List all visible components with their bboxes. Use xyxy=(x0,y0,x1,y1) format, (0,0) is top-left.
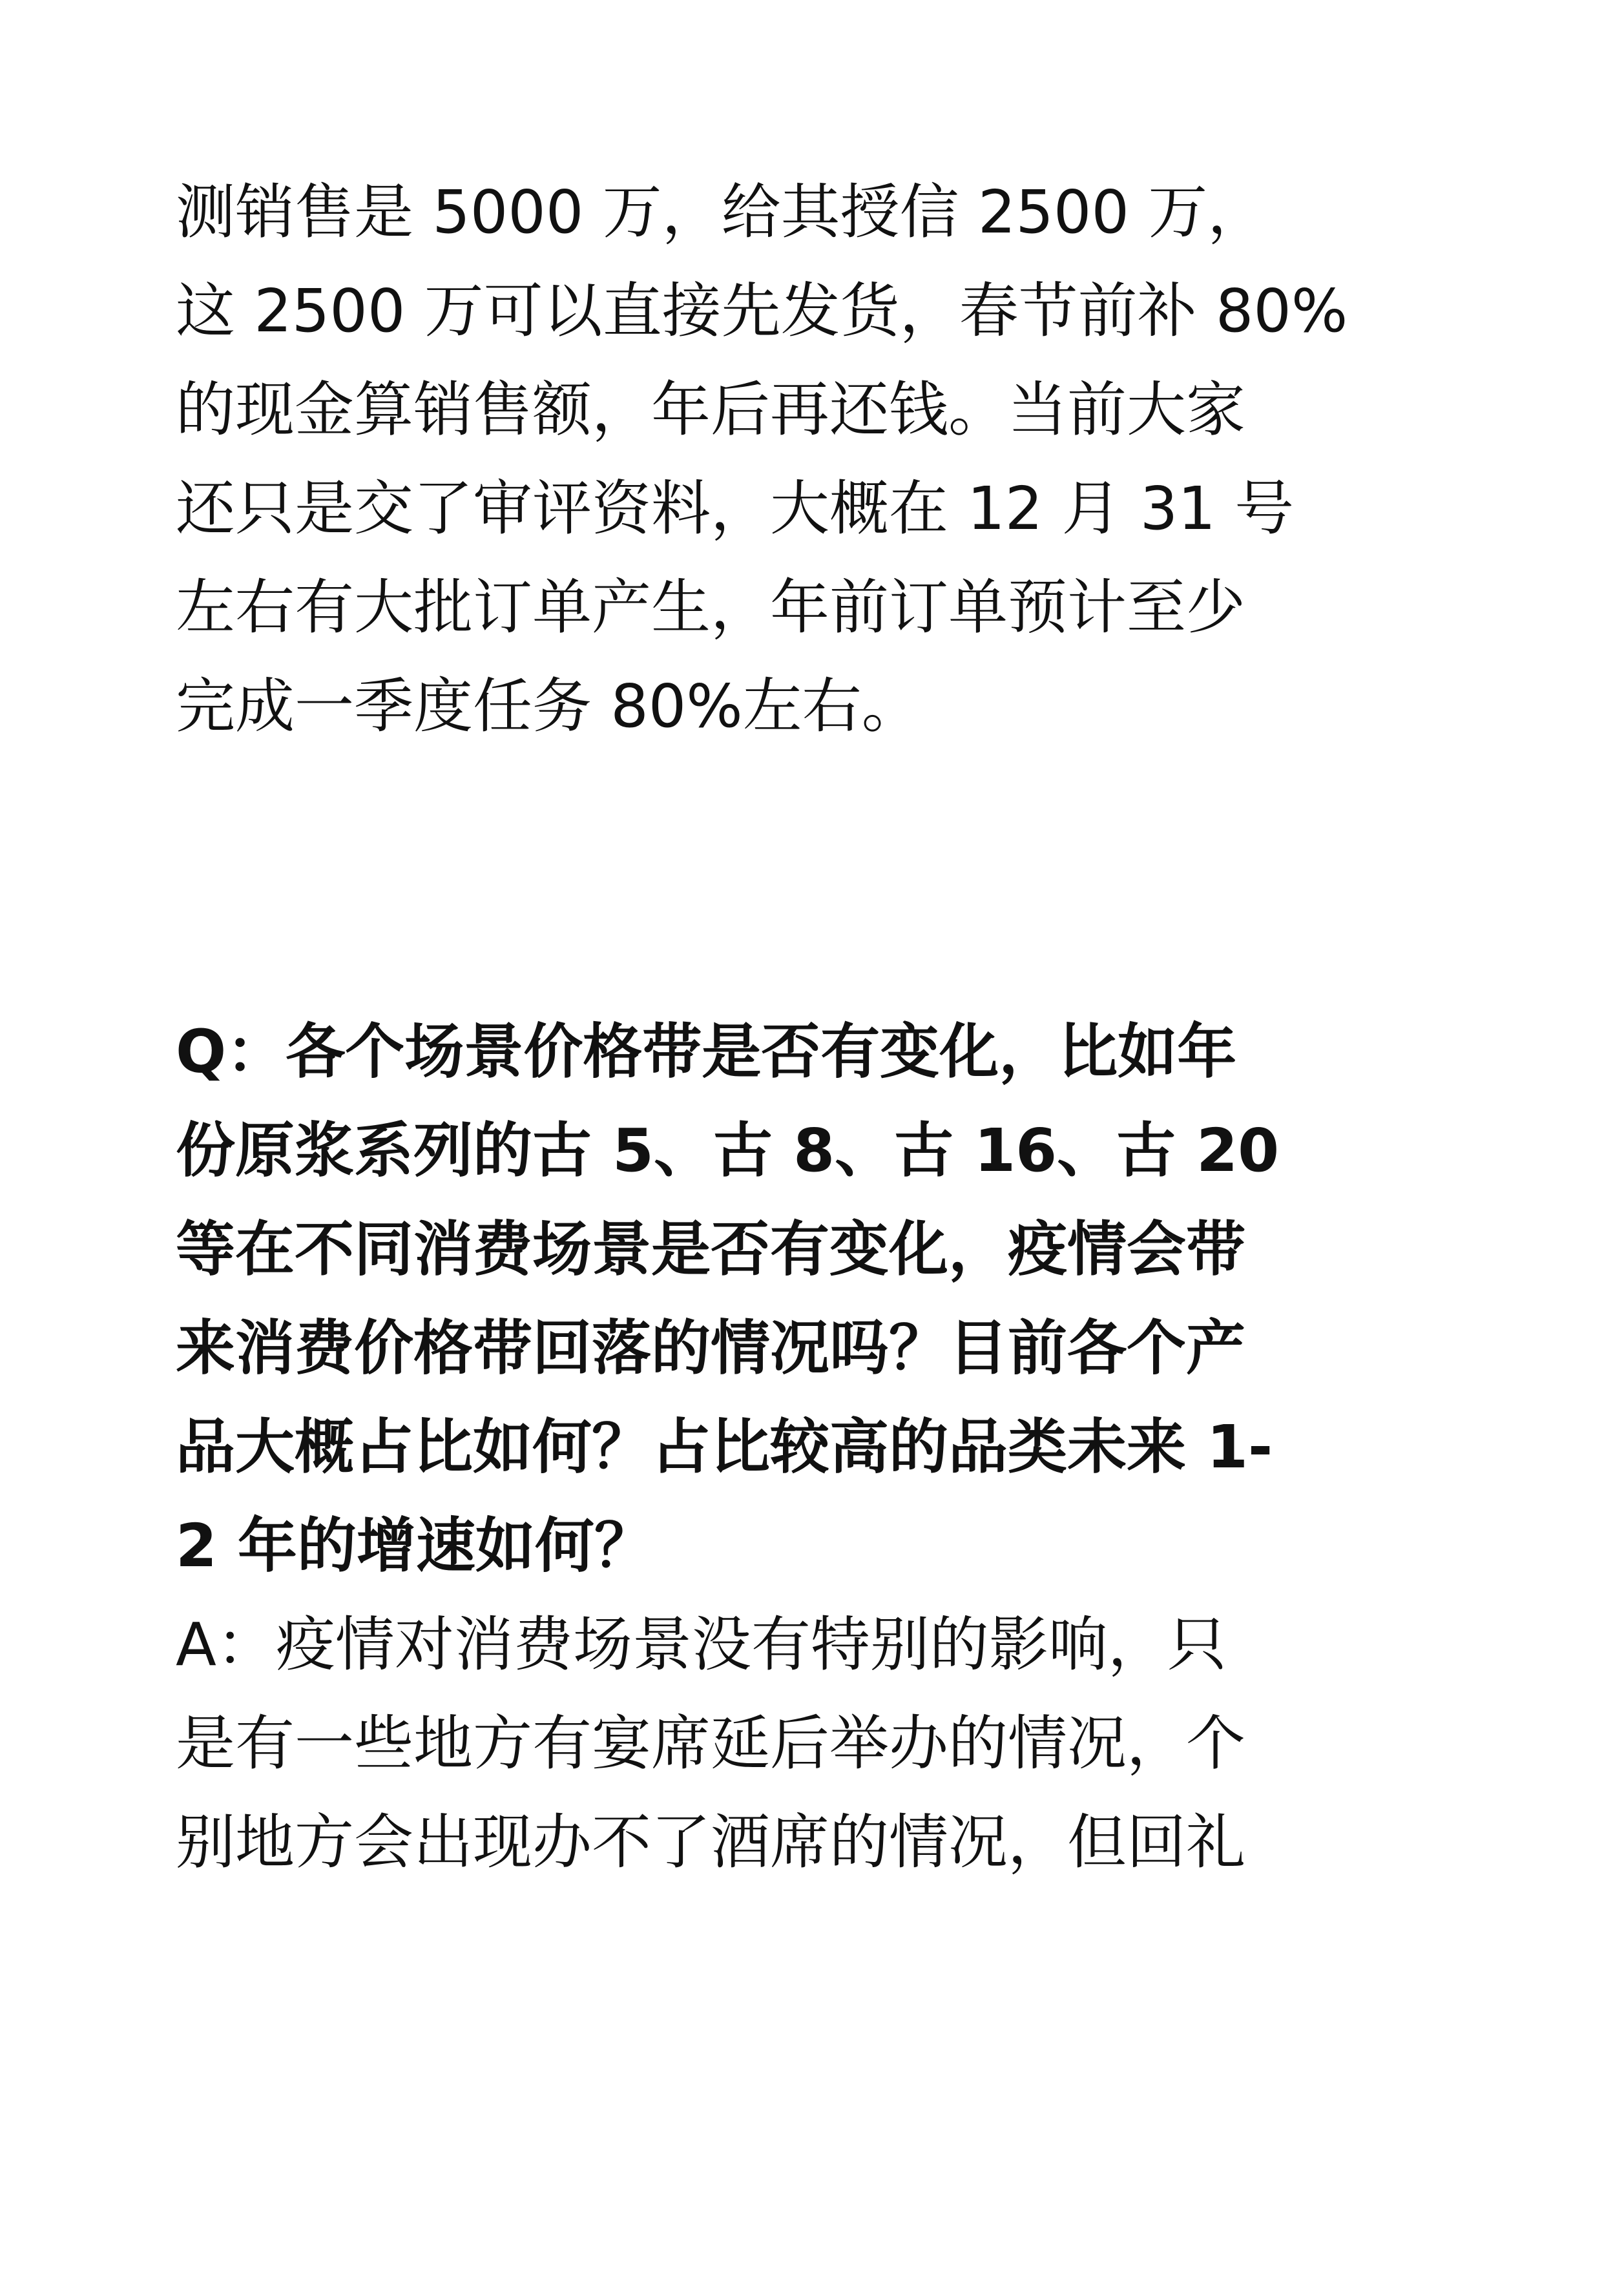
question-line: 品大概占比如何？占比较高的品类未来 1- xyxy=(176,1412,1273,1482)
question-line: 等在不同消费场景是否有变化，疫情会带 xyxy=(176,1215,1246,1284)
question-line: Q：各个场景价格带是否有变化，比如年 xyxy=(176,1017,1237,1086)
question-line: 2 年的增速如何？ xyxy=(176,1511,654,1580)
text-line: 左右有大批订单产生，年前订单预计至少 xyxy=(176,573,1246,642)
text-line: 这 2500 万可以直接先发货，春节前补 80% xyxy=(176,276,1348,346)
question-line: 来消费价格带回落的情况吗？目前各个产 xyxy=(176,1314,1246,1383)
answer-line: 别地方会出现办不了酒席的情况，但回礼 xyxy=(176,1808,1246,1877)
text-line: 测销售是 5000 万，给其授信 2500 万， xyxy=(176,178,1267,247)
text-line: 完成一季度任务 80%左右。 xyxy=(176,672,921,741)
answer-line: 是有一些地方有宴席延后举办的情况，个 xyxy=(176,1709,1246,1778)
paragraph-sales-credit xyxy=(176,163,1532,756)
answer-paragraph xyxy=(176,1595,1532,1892)
question-paragraph xyxy=(176,1002,1532,1595)
text-line: 的现金算销售额，年后再还钱。当前大家 xyxy=(176,375,1246,444)
text-line: 还只是交了审评资料，大概在 12 月 31 号 xyxy=(176,474,1295,543)
answer-line: A：疫情对消费场景没有特别的影响，只 xyxy=(176,1610,1227,1679)
question-line: 份原浆系列的古 5、古 8、古 16、古 20 xyxy=(176,1116,1280,1185)
